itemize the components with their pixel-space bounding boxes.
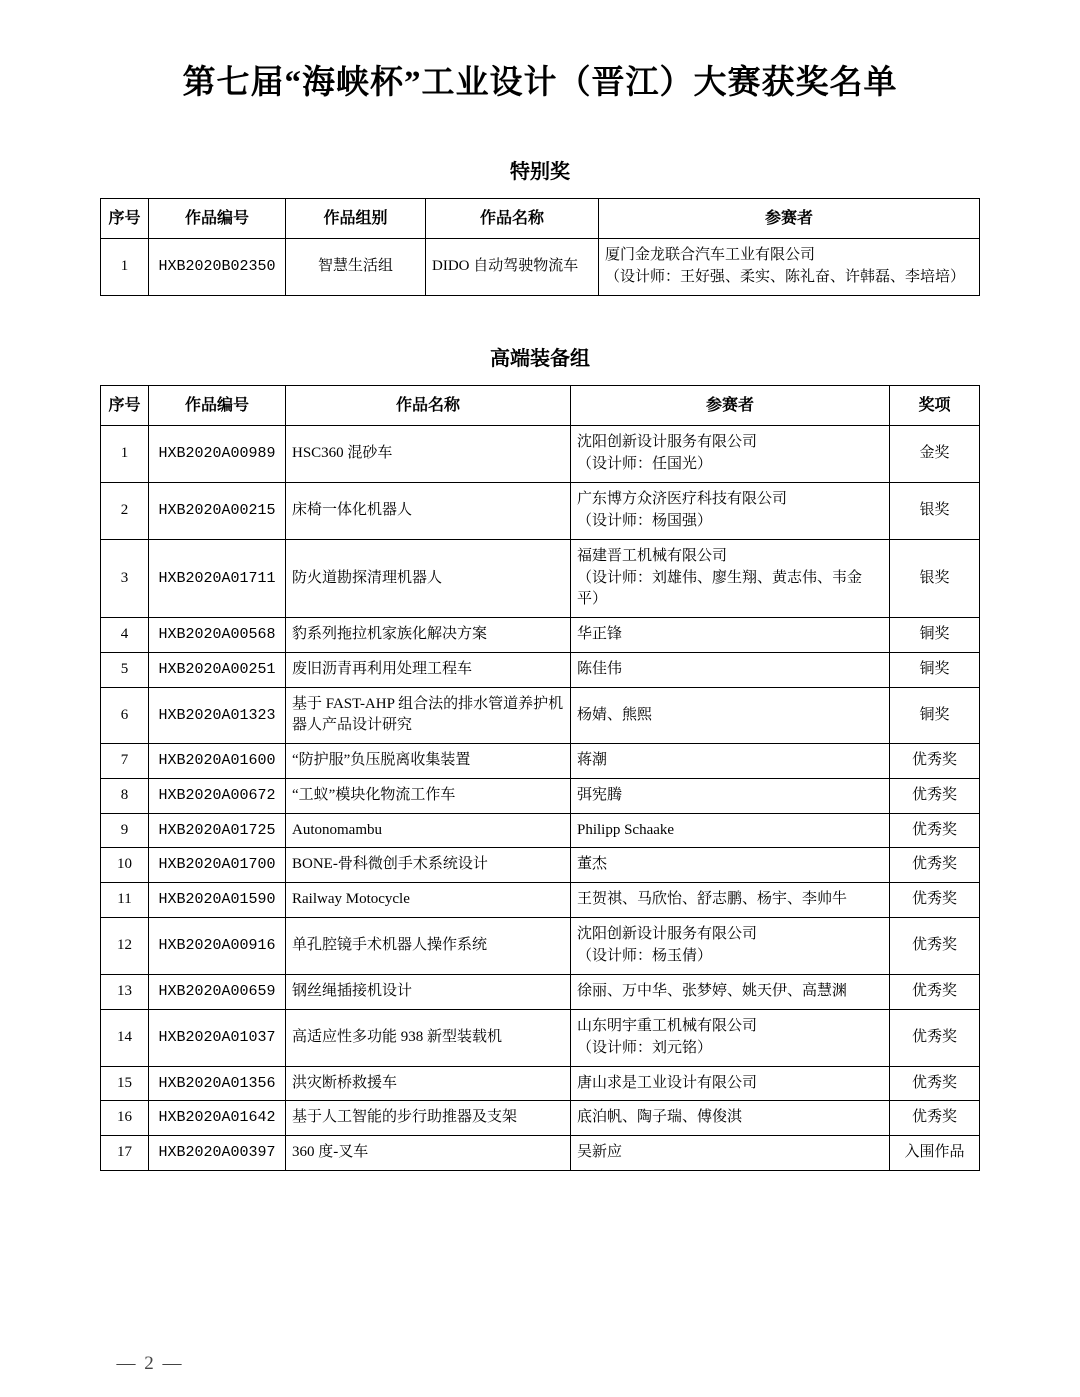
cell-code: HXB2020A00568 bbox=[149, 618, 286, 653]
cell-name: HSC360 混砂车 bbox=[286, 425, 571, 482]
cell-entrant bbox=[571, 539, 890, 617]
cell-entrant-company: 徐丽、万中华、张梦婷、姚天伊、高慧渊 bbox=[577, 982, 848, 999]
cell-award: 铜奖 bbox=[890, 618, 980, 653]
cell-entrant-designers: （设计师：刘雄伟、廖生翔、黄志伟、韦金平） bbox=[577, 569, 863, 608]
cell-no: 1 bbox=[101, 239, 149, 296]
cell-entrant-company: 厦门金龙联合汽车工业有限公司 bbox=[605, 247, 816, 264]
column-header-name: 作品名称 bbox=[426, 199, 599, 239]
cell-no: 8 bbox=[101, 778, 149, 813]
cell-code: HXB2020A01725 bbox=[149, 813, 286, 848]
cell-entrant-company: 广东博方众济医疗科技有限公司 bbox=[577, 491, 788, 508]
cell-code: HXB2020A00989 bbox=[149, 425, 286, 482]
table-row bbox=[101, 1136, 980, 1171]
cell-entrant-designers: （设计师：王好强、柔实、陈礼奋、许韩磊、李培培） bbox=[605, 268, 966, 285]
cell-no: 5 bbox=[101, 652, 149, 687]
document-page bbox=[0, 56, 1080, 1397]
cell-code: HXB2020B02350 bbox=[149, 239, 286, 296]
cell-entrant bbox=[571, 1136, 890, 1171]
cell-name: 高适应性多功能 938 新型装载机 bbox=[286, 1009, 571, 1066]
cell-entrant-company: 蒋潮 bbox=[577, 752, 608, 769]
cell-code: HXB2020A00672 bbox=[149, 778, 286, 813]
cell-name: 钢丝绳插接机设计 bbox=[286, 974, 571, 1009]
cell-entrant-company: 唐山求是工业设计有限公司 bbox=[577, 1074, 758, 1091]
cell-entrant-company: 沈阳创新设计服务有限公司 bbox=[577, 926, 758, 943]
table-row bbox=[101, 813, 980, 848]
cell-name: 基于人工智能的步行助推器及支架 bbox=[286, 1101, 571, 1136]
page-number: — 2 — bbox=[116, 1353, 184, 1374]
cell-entrant-company: 吴新应 bbox=[577, 1144, 623, 1161]
cell-no: 13 bbox=[101, 974, 149, 1009]
cell-award: 入围作品 bbox=[890, 1136, 980, 1171]
cell-entrant-designers: （设计师：杨玉倩） bbox=[577, 947, 713, 964]
cell-no: 2 bbox=[101, 482, 149, 539]
cell-no: 12 bbox=[101, 917, 149, 974]
table-row bbox=[101, 1101, 980, 1136]
cell-no: 7 bbox=[101, 744, 149, 779]
cell-entrant bbox=[571, 652, 890, 687]
cell-code: HXB2020A01590 bbox=[149, 883, 286, 918]
table-row bbox=[101, 539, 980, 617]
page-title: 第七届“海峡杯”工业设计（晋江）大赛获奖名单 bbox=[182, 65, 898, 101]
cell-entrant bbox=[571, 425, 890, 482]
special-award-table bbox=[100, 198, 980, 296]
cell-entrant bbox=[571, 848, 890, 883]
section-heading-special: 特别奖 bbox=[510, 161, 570, 183]
column-header-entrant: 参赛者 bbox=[571, 385, 890, 425]
column-header-entrant: 参赛者 bbox=[599, 199, 980, 239]
cell-name: “工蚁”模块化物流工作车 bbox=[286, 778, 571, 813]
cell-entrant bbox=[571, 1101, 890, 1136]
cell-entrant-company: 底泊帆、陶子瑞、傅俊淇 bbox=[577, 1109, 743, 1126]
table-row bbox=[101, 974, 980, 1009]
cell-award: 优秀奖 bbox=[890, 1066, 980, 1101]
table-row bbox=[101, 618, 980, 653]
cell-entrant-company: 王贺祺、马欣怡、舒志鹏、杨宇、李帅牛 bbox=[577, 891, 848, 908]
cell-code: HXB2020A00215 bbox=[149, 482, 286, 539]
section-heading-highend: 高端装备组 bbox=[490, 347, 590, 370]
cell-entrant-company: 华正锋 bbox=[577, 626, 623, 643]
column-header-no: 序号 bbox=[101, 199, 149, 239]
column-header-name: 作品名称 bbox=[286, 385, 571, 425]
cell-award: 优秀奖 bbox=[890, 1101, 980, 1136]
cell-name: 单孔腔镜手术机器人操作系统 bbox=[286, 917, 571, 974]
table-row bbox=[101, 239, 980, 296]
table-header-row bbox=[101, 385, 980, 425]
cell-name: 床椅一体化机器人 bbox=[286, 482, 571, 539]
cell-award: 铜奖 bbox=[890, 687, 980, 744]
column-header-award: 奖项 bbox=[890, 385, 980, 425]
cell-entrant-designers: （设计师：刘元铭） bbox=[577, 1039, 713, 1056]
cell-entrant bbox=[571, 883, 890, 918]
cell-code: HXB2020A00659 bbox=[149, 974, 286, 1009]
cell-entrant-company: 福建晋工机械有限公司 bbox=[577, 547, 728, 564]
cell-award: 优秀奖 bbox=[890, 883, 980, 918]
cell-code: HXB2020A01323 bbox=[149, 687, 286, 744]
cell-award: 银奖 bbox=[890, 482, 980, 539]
column-header-no: 序号 bbox=[101, 385, 149, 425]
table-row bbox=[101, 1066, 980, 1101]
cell-name: Autonomambu bbox=[286, 813, 571, 848]
cell-entrant bbox=[571, 482, 890, 539]
cell-name: 防火道勘探清理机器人 bbox=[286, 539, 571, 617]
table-row bbox=[101, 917, 980, 974]
cell-name: 洪灾断桥救援车 bbox=[286, 1066, 571, 1101]
cell-award: 优秀奖 bbox=[890, 778, 980, 813]
cell-code: HXB2020A01700 bbox=[149, 848, 286, 883]
table-row bbox=[101, 883, 980, 918]
table-row bbox=[101, 744, 980, 779]
cell-name: 废旧沥青再利用处理工程车 bbox=[286, 652, 571, 687]
cell-entrant bbox=[571, 687, 890, 744]
cell-code: HXB2020A00916 bbox=[149, 917, 286, 974]
column-header-code: 作品编号 bbox=[149, 385, 286, 425]
table-header-row bbox=[101, 199, 980, 239]
cell-code: HXB2020A01642 bbox=[149, 1101, 286, 1136]
cell-award: 优秀奖 bbox=[890, 1009, 980, 1066]
cell-award: 优秀奖 bbox=[890, 813, 980, 848]
table-row bbox=[101, 652, 980, 687]
cell-entrant-company: 弭宪腾 bbox=[577, 786, 623, 803]
cell-entrant bbox=[571, 778, 890, 813]
cell-entrant bbox=[571, 974, 890, 1009]
cell-code: HXB2020A01356 bbox=[149, 1066, 286, 1101]
cell-award: 优秀奖 bbox=[890, 744, 980, 779]
cell-entrant bbox=[571, 1009, 890, 1066]
table-row bbox=[101, 778, 980, 813]
table-row bbox=[101, 482, 980, 539]
cell-entrant-company: 山东明宇重工机械有限公司 bbox=[577, 1017, 758, 1034]
cell-code: HXB2020A01037 bbox=[149, 1009, 286, 1066]
table-row bbox=[101, 425, 980, 482]
cell-name: 豹系列拖拉机家族化解决方案 bbox=[286, 618, 571, 653]
cell-entrant-company: 陈佳伟 bbox=[577, 660, 623, 677]
cell-entrant bbox=[571, 618, 890, 653]
cell-entrant-company: 沈阳创新设计服务有限公司 bbox=[577, 434, 758, 451]
cell-award: 银奖 bbox=[890, 539, 980, 617]
column-header-code: 作品编号 bbox=[149, 199, 286, 239]
cell-award: 铜奖 bbox=[890, 652, 980, 687]
cell-name: BONE-骨科微创手术系统设计 bbox=[286, 848, 571, 883]
cell-entrant bbox=[571, 744, 890, 779]
cell-code: HXB2020A01711 bbox=[149, 539, 286, 617]
column-header-group: 作品组别 bbox=[286, 199, 426, 239]
cell-no: 15 bbox=[101, 1066, 149, 1101]
cell-entrant-company: 董杰 bbox=[577, 856, 608, 873]
cell-name: “防护服”负压脱离收集装置 bbox=[286, 744, 571, 779]
cell-entrant bbox=[599, 239, 980, 296]
cell-entrant-designers: （设计师：任国光） bbox=[577, 455, 713, 472]
cell-entrant bbox=[571, 813, 890, 848]
cell-no: 9 bbox=[101, 813, 149, 848]
cell-entrant-designers: （设计师：杨国强） bbox=[577, 512, 713, 529]
cell-entrant bbox=[571, 1066, 890, 1101]
cell-entrant bbox=[571, 917, 890, 974]
cell-no: 10 bbox=[101, 848, 149, 883]
table-row bbox=[101, 687, 980, 744]
cell-name: DIDO 自动驾驶物流车 bbox=[426, 239, 599, 296]
table-row bbox=[101, 1009, 980, 1066]
cell-no: 4 bbox=[101, 618, 149, 653]
highend-award-table bbox=[100, 385, 980, 1171]
cell-no: 17 bbox=[101, 1136, 149, 1171]
cell-award: 优秀奖 bbox=[890, 974, 980, 1009]
cell-group: 智慧生活组 bbox=[286, 239, 426, 296]
cell-name: 基于 FAST-AHP 组合法的排水管道养护机器人产品设计研究 bbox=[286, 687, 571, 744]
cell-no: 11 bbox=[101, 883, 149, 918]
cell-award: 优秀奖 bbox=[890, 848, 980, 883]
page-footer bbox=[0, 1353, 1080, 1375]
cell-no: 3 bbox=[101, 539, 149, 617]
cell-code: HXB2020A01600 bbox=[149, 744, 286, 779]
cell-award: 金奖 bbox=[890, 425, 980, 482]
cell-no: 1 bbox=[101, 425, 149, 482]
cell-award: 优秀奖 bbox=[890, 917, 980, 974]
table-row bbox=[101, 848, 980, 883]
cell-name: Railway Motocycle bbox=[286, 883, 571, 918]
cell-code: HXB2020A00251 bbox=[149, 652, 286, 687]
cell-name: 360 度-叉车 bbox=[286, 1136, 571, 1171]
cell-no: 16 bbox=[101, 1101, 149, 1136]
cell-entrant-company: Philipp Schaake bbox=[577, 821, 675, 838]
cell-entrant-company: 杨婧、熊熙 bbox=[577, 706, 653, 723]
cell-code: HXB2020A00397 bbox=[149, 1136, 286, 1171]
cell-no: 14 bbox=[101, 1009, 149, 1066]
cell-no: 6 bbox=[101, 687, 149, 744]
